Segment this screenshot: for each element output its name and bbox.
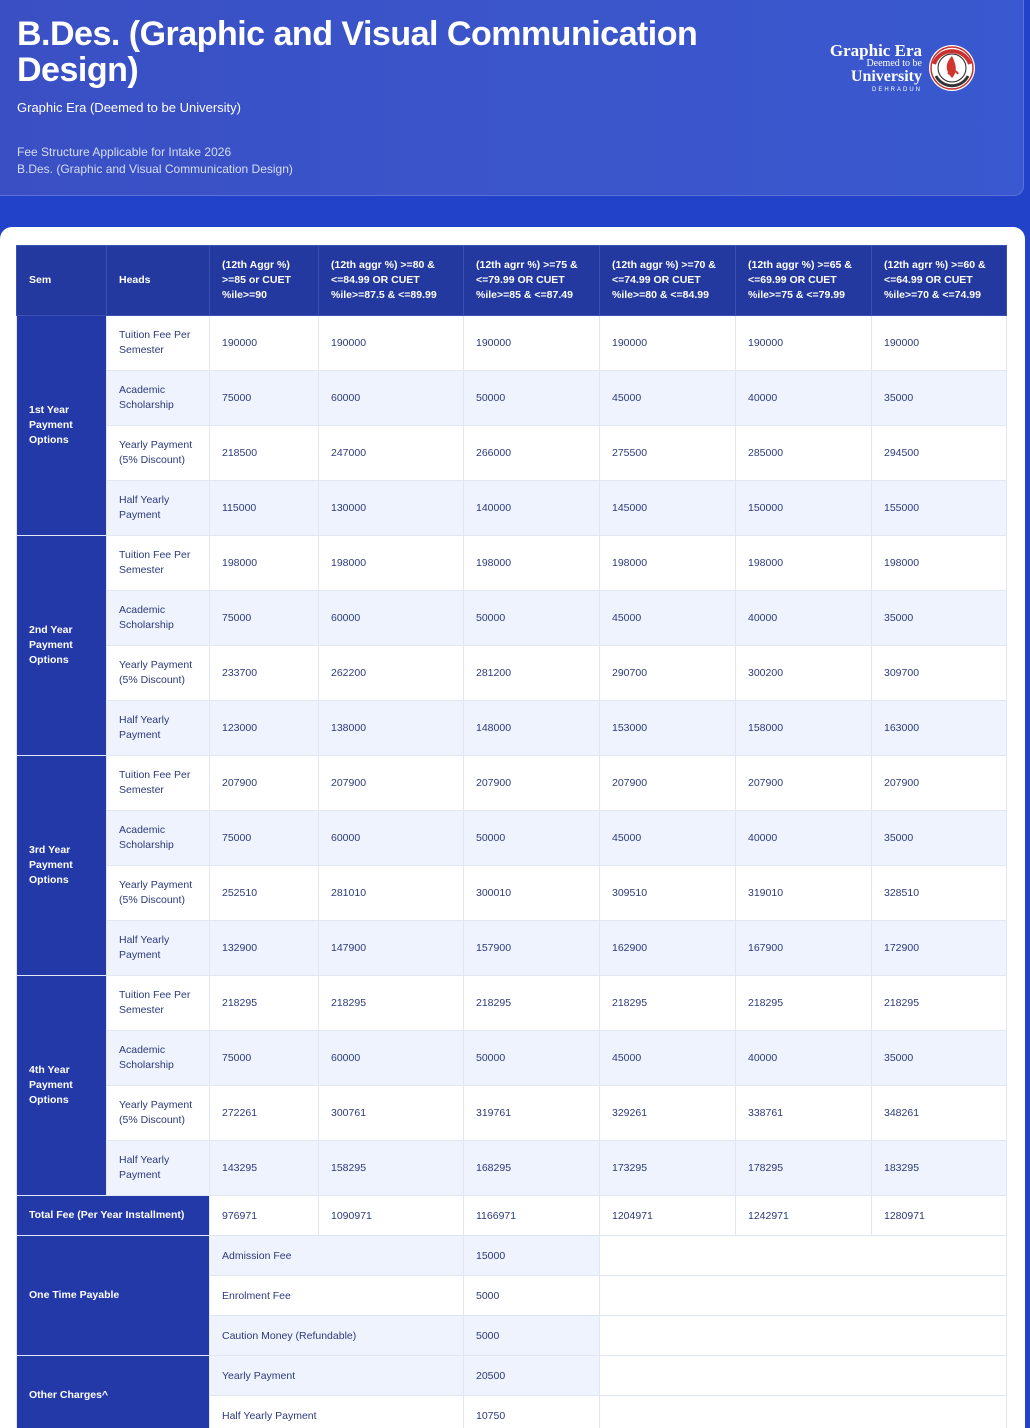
table-row	[17, 756, 1007, 811]
fee-table	[16, 245, 1007, 1428]
page-header	[0, 0, 1024, 196]
charge-value-cell: 5000	[464, 1276, 600, 1316]
fee-value-cell: 35000	[872, 371, 1007, 426]
total-fee-value: 1166971	[464, 1196, 600, 1236]
fee-value-cell: 309700	[872, 646, 1007, 701]
fee-value-cell: 190000	[319, 316, 464, 371]
fee-value-cell: 190000	[736, 316, 872, 371]
university-logo	[822, 40, 978, 96]
charge-head-label: Caution Money (Refundable)	[210, 1316, 464, 1356]
fee-value-cell: 294500	[872, 426, 1007, 481]
fee-value-cell: 132900	[210, 921, 319, 976]
fee-value-cell: 172900	[872, 921, 1007, 976]
fee-head-label: Half Yearly Payment	[107, 921, 210, 976]
table-row	[17, 591, 1007, 646]
charge-head-label: Yearly Payment	[210, 1356, 464, 1396]
fee-value-cell: 147900	[319, 921, 464, 976]
fee-value-cell: 75000	[210, 811, 319, 866]
fee-structure-line: Fee Structure Applicable for Intake 2026	[17, 145, 232, 159]
table-row	[17, 811, 1007, 866]
fee-value-cell: 40000	[736, 1031, 872, 1086]
table-row	[17, 1141, 1007, 1196]
fee-value-cell: 40000	[736, 371, 872, 426]
fee-head-label: Yearly Payment (5% Discount)	[107, 646, 210, 701]
fee-value-cell: 60000	[319, 1031, 464, 1086]
blank-cell	[600, 1316, 1007, 1356]
one-time-payable-label: One Time Payable	[17, 1236, 210, 1356]
fee-head-label: Academic Scholarship	[107, 1031, 210, 1086]
university-seal-icon	[928, 44, 976, 92]
fee-value-cell: 198000	[210, 536, 319, 591]
fee-structure-info	[17, 144, 293, 178]
total-fee-label: Total Fee (Per Year Installment)	[17, 1196, 210, 1236]
fee-value-cell: 140000	[464, 481, 600, 536]
fee-value-cell: 138000	[319, 701, 464, 756]
fee-value-cell: 35000	[872, 811, 1007, 866]
charge-value-cell: 15000	[464, 1236, 600, 1276]
logo-wordmark	[822, 42, 922, 95]
table-body	[17, 316, 1007, 1428]
fee-value-cell: 163000	[872, 701, 1007, 756]
fee-value-cell: 281010	[319, 866, 464, 921]
charge-head-label: Admission Fee	[210, 1236, 464, 1276]
fee-value-cell: 35000	[872, 591, 1007, 646]
fee-value-cell: 309510	[600, 866, 736, 921]
fee-value-cell: 167900	[736, 921, 872, 976]
fee-value-cell: 300761	[319, 1086, 464, 1141]
total-fee-value: 1280971	[872, 1196, 1007, 1236]
fee-head-label: Academic Scholarship	[107, 371, 210, 426]
fee-head-label: Tuition Fee Per Semester	[107, 316, 210, 371]
table-row	[17, 481, 1007, 536]
fee-value-cell: 130000	[319, 481, 464, 536]
fee-value-cell: 153000	[600, 701, 736, 756]
fee-value-cell: 207900	[600, 756, 736, 811]
fee-value-cell: 319761	[464, 1086, 600, 1141]
fee-value-cell: 198000	[600, 536, 736, 591]
table-row	[17, 371, 1007, 426]
page-title: B.Des. (Graphic and Visual Communication Design)	[17, 15, 698, 89]
fee-value-cell: 207900	[464, 756, 600, 811]
fee-head-label: Academic Scholarship	[107, 591, 210, 646]
fee-value-cell: 45000	[600, 1031, 736, 1086]
fee-value-cell: 168295	[464, 1141, 600, 1196]
fee-value-cell: 272261	[210, 1086, 319, 1141]
fee-value-cell: 338761	[736, 1086, 872, 1141]
fee-value-cell: 50000	[464, 591, 600, 646]
fee-value-cell: 45000	[600, 591, 736, 646]
logo-line-2: Deemed to be	[866, 58, 922, 69]
fee-value-cell: 45000	[600, 371, 736, 426]
fee-head-label: Tuition Fee Per Semester	[107, 976, 210, 1031]
fee-value-cell: 319010	[736, 866, 872, 921]
fee-value-cell: 190000	[210, 316, 319, 371]
table-row	[17, 701, 1007, 756]
total-fee-value: 1204971	[600, 1196, 736, 1236]
blank-cell	[600, 1356, 1007, 1396]
charge-head-label: Half Yearly Payment	[210, 1396, 464, 1428]
fee-value-cell: 50000	[464, 1031, 600, 1086]
table-row	[17, 921, 1007, 976]
charge-value-cell: 5000	[464, 1316, 600, 1356]
fee-head-label: Tuition Fee Per Semester	[107, 756, 210, 811]
fee-value-cell: 75000	[210, 1031, 319, 1086]
fee-head-label: Yearly Payment (5% Discount)	[107, 426, 210, 481]
column-header-slab-3: (12th agrr %) >=75 & <=79.99 OR CUET %ile>=85 & <=87.49	[464, 246, 600, 316]
fee-value-cell: 50000	[464, 811, 600, 866]
table-row	[17, 1086, 1007, 1141]
total-fee-row	[17, 1196, 1007, 1236]
fee-value-cell: 266000	[464, 426, 600, 481]
table-header-row	[17, 246, 1007, 316]
fee-value-cell: 50000	[464, 371, 600, 426]
total-fee-value: 976971	[210, 1196, 319, 1236]
blank-cell	[600, 1276, 1007, 1316]
fee-value-cell: 247000	[319, 426, 464, 481]
fee-value-cell: 183295	[872, 1141, 1007, 1196]
table-row	[17, 1356, 1007, 1396]
fee-value-cell: 143295	[210, 1141, 319, 1196]
fee-value-cell: 158295	[319, 1141, 464, 1196]
fee-head-label: Yearly Payment (5% Discount)	[107, 866, 210, 921]
fee-value-cell: 75000	[210, 371, 319, 426]
fee-value-cell: 285000	[736, 426, 872, 481]
fee-value-cell: 115000	[210, 481, 319, 536]
fee-value-cell: 40000	[736, 811, 872, 866]
fee-value-cell: 75000	[210, 591, 319, 646]
fee-value-cell: 300010	[464, 866, 600, 921]
table-row	[17, 866, 1007, 921]
fee-value-cell: 218295	[464, 976, 600, 1031]
column-header-slab-1: (12th Aggr %) >=85 or CUET %ile>=90	[210, 246, 319, 316]
fee-value-cell: 173295	[600, 1141, 736, 1196]
fee-value-cell: 157900	[464, 921, 600, 976]
table-row	[17, 646, 1007, 701]
fee-value-cell: 190000	[872, 316, 1007, 371]
fee-value-cell: 60000	[319, 591, 464, 646]
fee-value-cell: 40000	[736, 591, 872, 646]
fee-value-cell: 158000	[736, 701, 872, 756]
fee-value-cell: 178295	[736, 1141, 872, 1196]
column-header-slab-6: (12th agrr %) >=60 & <=64.99 OR CUET %ile>=70 & <=74.99	[872, 246, 1007, 316]
fee-value-cell: 190000	[464, 316, 600, 371]
fee-value-cell: 45000	[600, 811, 736, 866]
fee-value-cell: 207900	[210, 756, 319, 811]
fee-value-cell: 148000	[464, 701, 600, 756]
fee-head-label: Tuition Fee Per Semester	[107, 536, 210, 591]
fee-value-cell: 252510	[210, 866, 319, 921]
fee-value-cell: 275500	[600, 426, 736, 481]
charge-value-cell: 10750	[464, 1396, 600, 1428]
fee-value-cell: 218295	[210, 976, 319, 1031]
column-header-slab-4: (12th aggr %) >=70 & <=74.99 OR CUET %ile>=80 & <=84.99	[600, 246, 736, 316]
total-fee-value: 1090971	[319, 1196, 464, 1236]
fee-value-cell: 198000	[736, 536, 872, 591]
column-header-slab-5: (12th aggr %) >=65 & <=69.99 OR CUET %ile>=75 & <=79.99	[736, 246, 872, 316]
fee-head-label: Half Yearly Payment	[107, 1141, 210, 1196]
fee-value-cell: 198000	[464, 536, 600, 591]
fee-value-cell: 35000	[872, 1031, 1007, 1086]
charge-value-cell: 20500	[464, 1356, 600, 1396]
fee-value-cell: 300200	[736, 646, 872, 701]
table-row	[17, 1031, 1007, 1086]
logo-line-3: University	[850, 68, 922, 85]
logo-line-4: DEHRADUN	[871, 87, 922, 93]
fee-value-cell: 218295	[736, 976, 872, 1031]
fee-value-cell: 207900	[736, 756, 872, 811]
fee-value-cell: 207900	[319, 756, 464, 811]
logo-line-1: Graphic Era	[829, 41, 922, 60]
other-charges-label: Other Charges^	[17, 1356, 210, 1428]
blank-cell	[600, 1236, 1007, 1276]
fee-value-cell: 207900	[872, 756, 1007, 811]
fee-value-cell: 329261	[600, 1086, 736, 1141]
fee-value-cell: 218295	[319, 976, 464, 1031]
year-group-label: 4th Year Payment Options	[17, 976, 107, 1196]
fee-value-cell: 198000	[872, 536, 1007, 591]
fee-value-cell: 145000	[600, 481, 736, 536]
fee-value-cell: 155000	[872, 481, 1007, 536]
year-group-label: 2nd Year Payment Options	[17, 536, 107, 756]
fee-value-cell: 123000	[210, 701, 319, 756]
university-name: Graphic Era (Deemed to be University)	[17, 100, 241, 115]
fee-value-cell: 218295	[600, 976, 736, 1031]
fee-value-cell: 262200	[319, 646, 464, 701]
table-row	[17, 316, 1007, 371]
fee-head-label: Academic Scholarship	[107, 811, 210, 866]
fee-value-cell: 290700	[600, 646, 736, 701]
fee-head-label: Half Yearly Payment	[107, 701, 210, 756]
fee-value-cell: 233700	[210, 646, 319, 701]
fee-value-cell: 348261	[872, 1086, 1007, 1141]
year-group-label: 1st Year Payment Options	[17, 316, 107, 536]
table-row	[17, 426, 1007, 481]
table-row	[17, 536, 1007, 591]
fee-value-cell: 60000	[319, 371, 464, 426]
fee-value-cell: 162900	[600, 921, 736, 976]
fee-value-cell: 198000	[319, 536, 464, 591]
fee-value-cell: 190000	[600, 316, 736, 371]
blank-cell	[600, 1396, 1007, 1428]
fee-head-label: Yearly Payment (5% Discount)	[107, 1086, 210, 1141]
total-fee-value: 1242971	[736, 1196, 872, 1236]
column-header-sem: Sem	[17, 246, 107, 316]
column-header-slab-2: (12th aggr %) >=80 & <=84.99 OR CUET %ile>=87.5 & <=89.99	[319, 246, 464, 316]
year-group-label: 3rd Year Payment Options	[17, 756, 107, 976]
fee-value-cell: 218500	[210, 426, 319, 481]
fee-value-cell: 328510	[872, 866, 1007, 921]
fee-table-card	[0, 227, 1025, 1428]
program-line: B.Des. (Graphic and Visual Communication Design)	[17, 162, 293, 176]
fee-value-cell: 60000	[319, 811, 464, 866]
table-row	[17, 976, 1007, 1031]
fee-head-label: Half Yearly Payment	[107, 481, 210, 536]
fee-value-cell: 281200	[464, 646, 600, 701]
column-header-heads: Heads	[107, 246, 210, 316]
charge-head-label: Enrolment Fee	[210, 1276, 464, 1316]
table-row	[17, 1236, 1007, 1276]
fee-value-cell: 150000	[736, 481, 872, 536]
fee-value-cell: 218295	[872, 976, 1007, 1031]
